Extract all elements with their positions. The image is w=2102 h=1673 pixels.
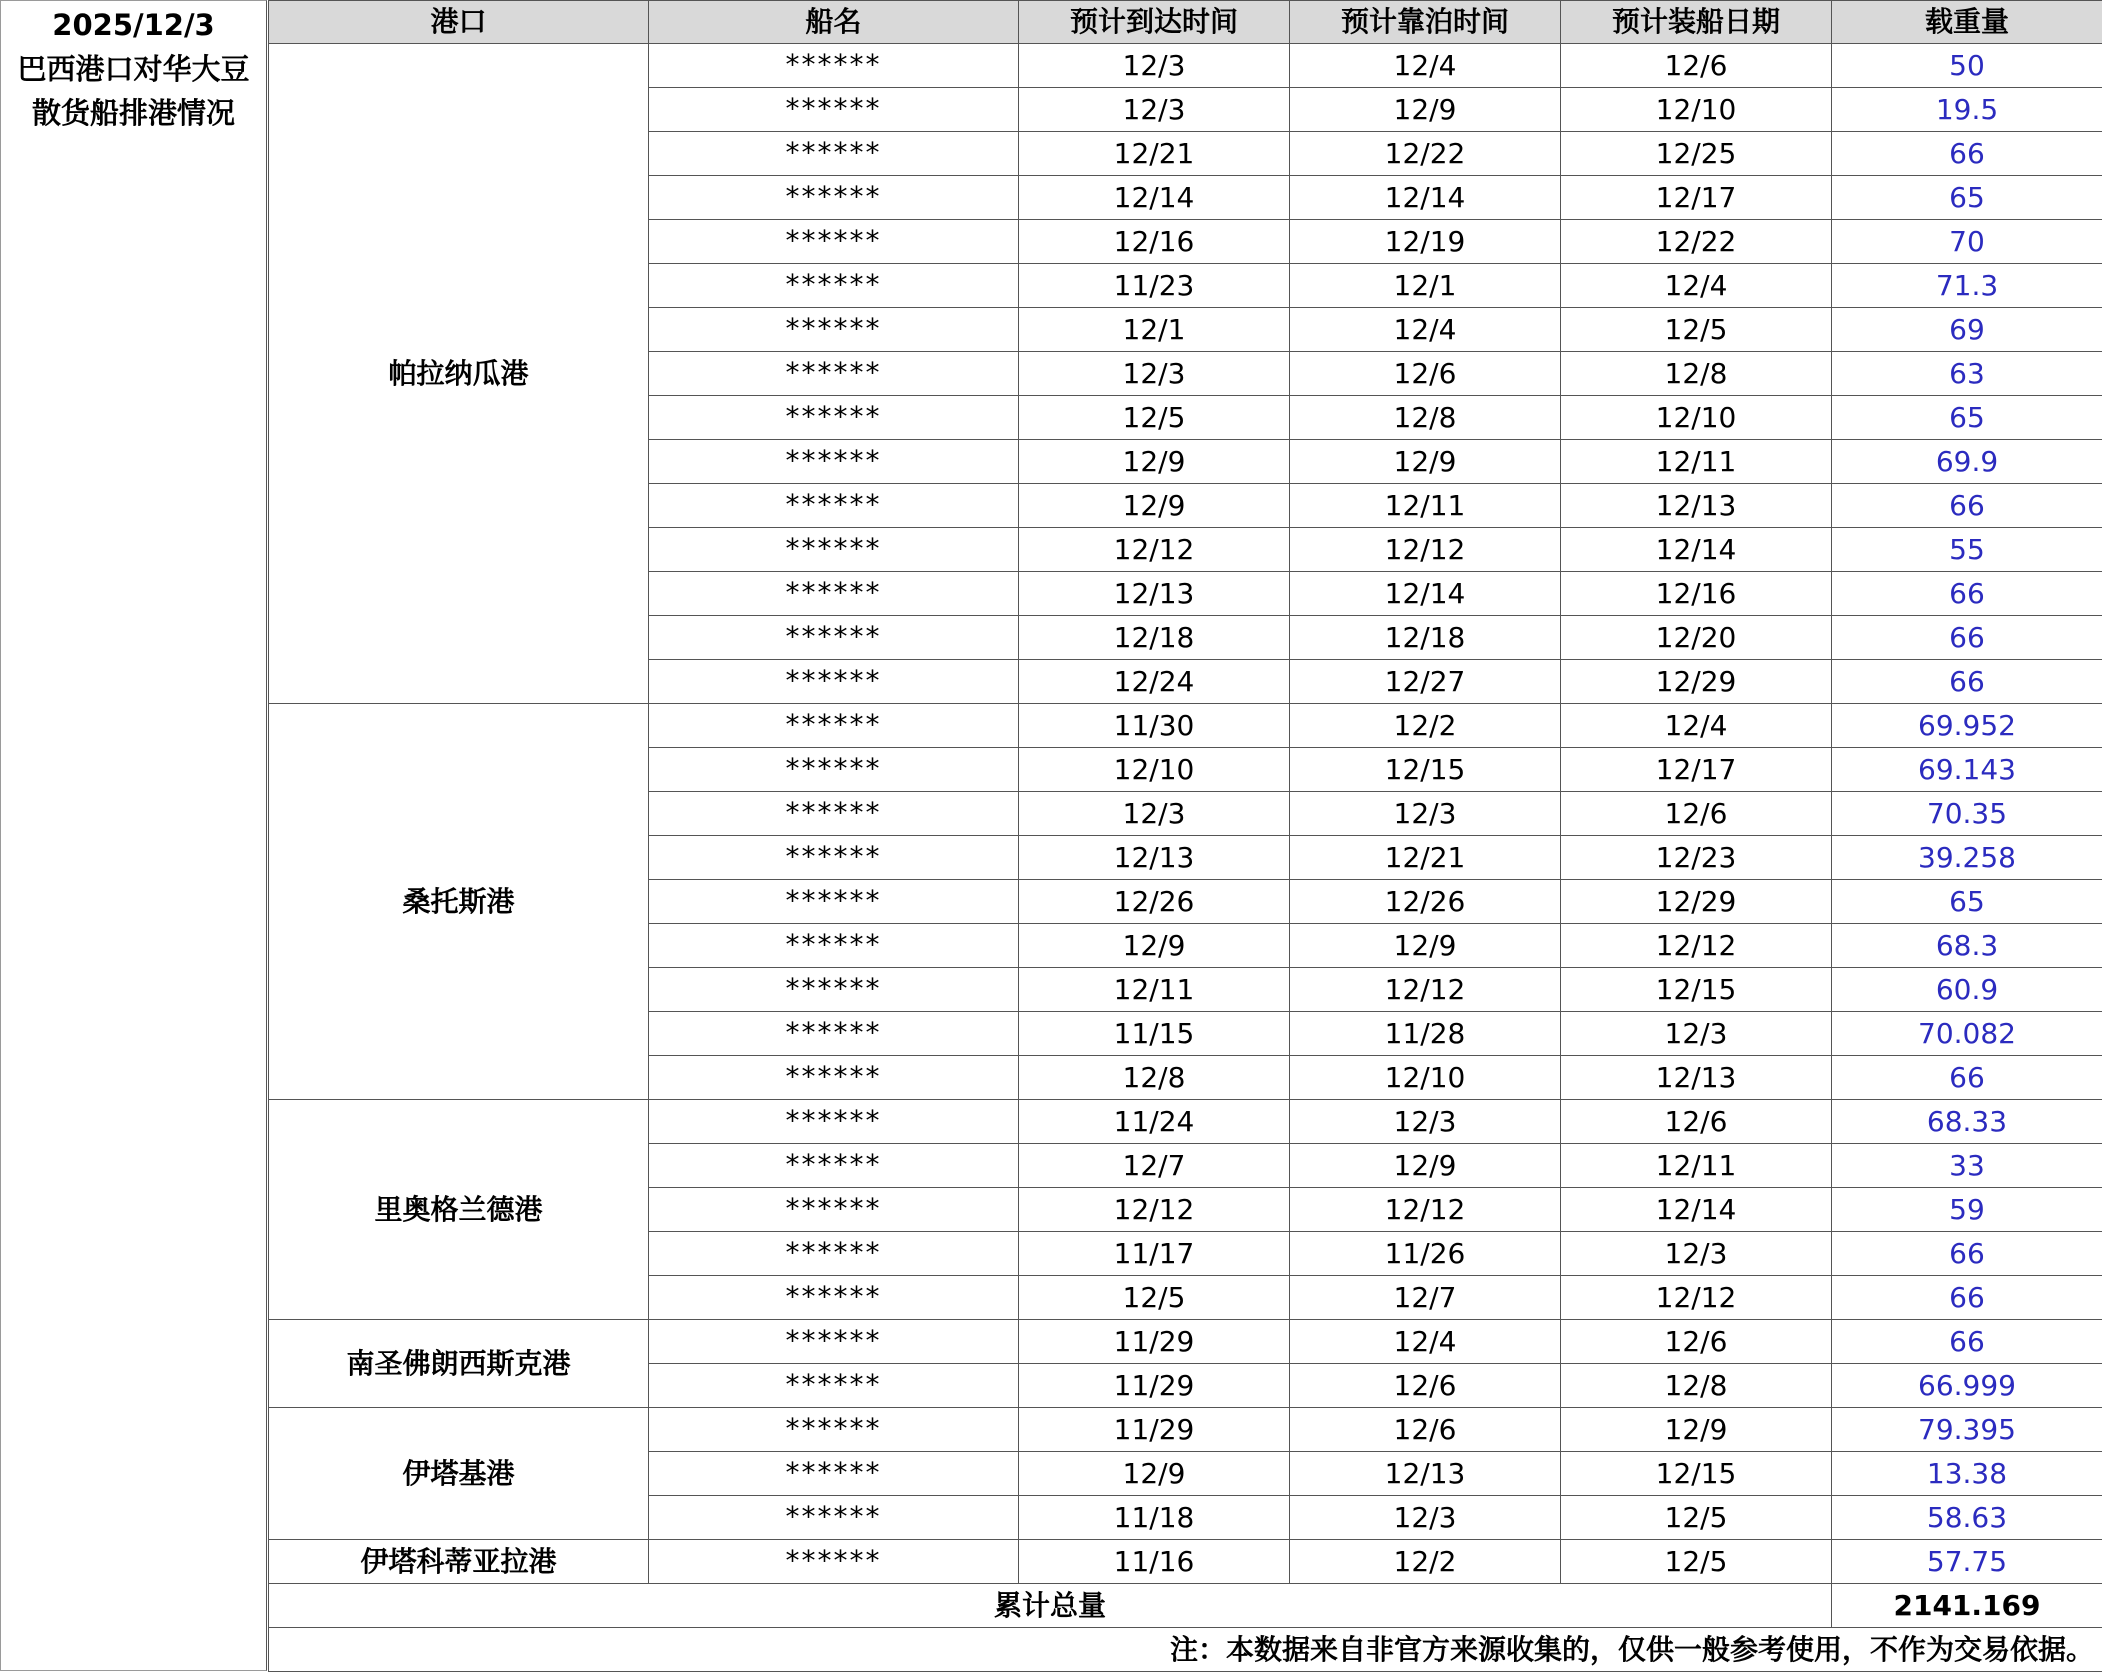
eta-cell[interactable]: 12/5 <box>1019 1276 1290 1320</box>
eta-cell[interactable]: 12/3 <box>1019 88 1290 132</box>
etb-cell[interactable]: 12/12 <box>1290 528 1561 572</box>
port-name-cell[interactable]: 伊塔基港 <box>269 1408 649 1540</box>
ship-name-masked: ****** <box>785 972 882 1005</box>
ship-name-cell[interactable] <box>649 1188 1019 1232</box>
note-row <box>269 1628 2102 1672</box>
etb-cell[interactable]: 12/3 <box>1290 1496 1561 1540</box>
load-date-cell[interactable]: 12/10 <box>1561 396 1832 440</box>
header-load-date[interactable]: 预计装船日期 <box>1561 1 1832 44</box>
tonnage-cell[interactable]: 65 <box>1832 176 2102 220</box>
eta-cell[interactable]: 12/12 <box>1019 1188 1290 1232</box>
port-name-cell[interactable]: 里奥格兰德港 <box>269 1100 649 1320</box>
etb-cell[interactable]: 12/14 <box>1290 572 1561 616</box>
tonnage-cell[interactable]: 71.3 <box>1832 264 2102 308</box>
port-name-cell[interactable]: 南圣佛朗西斯克港 <box>269 1320 649 1408</box>
ship-name-cell[interactable] <box>649 264 1019 308</box>
load-date-cell[interactable]: 12/20 <box>1561 616 1832 660</box>
load-date-cell[interactable]: 12/5 <box>1561 308 1832 352</box>
etb-cell[interactable]: 12/7 <box>1290 1276 1561 1320</box>
etb-cell[interactable]: 12/12 <box>1290 1188 1561 1232</box>
tonnage-cell[interactable]: 70 <box>1832 220 2102 264</box>
ship-name-masked: ****** <box>785 136 882 169</box>
etb-cell[interactable]: 12/3 <box>1290 1100 1561 1144</box>
header-etb[interactable]: 预计靠泊时间 <box>1290 1 1561 44</box>
eta-cell[interactable]: 11/17 <box>1019 1232 1290 1276</box>
etb-cell[interactable]: 12/6 <box>1290 1408 1561 1452</box>
ship-name-masked: ****** <box>785 752 882 785</box>
eta-cell[interactable]: 11/16 <box>1019 1540 1290 1584</box>
etb-cell[interactable]: 12/9 <box>1290 440 1561 484</box>
ship-name-masked: ****** <box>785 1236 882 1269</box>
port-name-cell[interactable]: 桑托斯港 <box>269 704 649 1100</box>
etb-cell[interactable]: 12/8 <box>1290 396 1561 440</box>
ship-name-cell[interactable] <box>649 440 1019 484</box>
tonnage-cell[interactable]: 70.35 <box>1832 792 2102 836</box>
load-date-cell[interactable]: 12/15 <box>1561 968 1832 1012</box>
eta-cell[interactable]: 12/3 <box>1019 352 1290 396</box>
load-date-cell[interactable]: 12/9 <box>1561 1408 1832 1452</box>
load-date-cell[interactable]: 12/3 <box>1561 1232 1832 1276</box>
ship-name-cell[interactable] <box>649 1100 1019 1144</box>
load-date-cell[interactable]: 12/29 <box>1561 660 1832 704</box>
tonnage-cell[interactable]: 57.75 <box>1832 1540 2102 1584</box>
eta-cell[interactable]: 12/9 <box>1019 484 1290 528</box>
load-date-cell[interactable]: 12/25 <box>1561 132 1832 176</box>
tonnage-cell[interactable]: 58.63 <box>1832 1496 2102 1540</box>
eta-cell[interactable]: 12/24 <box>1019 660 1290 704</box>
etb-cell[interactable]: 12/9 <box>1290 88 1561 132</box>
eta-cell[interactable]: 12/26 <box>1019 880 1290 924</box>
tonnage-cell[interactable]: 60.9 <box>1832 968 2102 1012</box>
etb-cell[interactable]: 12/1 <box>1290 264 1561 308</box>
eta-cell[interactable]: 12/5 <box>1019 396 1290 440</box>
ship-name-cell[interactable] <box>649 220 1019 264</box>
eta-cell[interactable]: 12/11 <box>1019 968 1290 1012</box>
etb-cell[interactable]: 12/15 <box>1290 748 1561 792</box>
eta-cell[interactable]: 11/29 <box>1019 1364 1290 1408</box>
load-date-cell[interactable]: 12/4 <box>1561 264 1832 308</box>
ship-name-masked: ****** <box>785 1412 882 1445</box>
ship-name-cell[interactable] <box>649 880 1019 924</box>
ship-name-cell[interactable] <box>649 1408 1019 1452</box>
load-date-cell[interactable]: 12/14 <box>1561 528 1832 572</box>
eta-cell[interactable]: 12/7 <box>1019 1144 1290 1188</box>
ship-name-masked: ****** <box>785 92 882 125</box>
load-date-cell[interactable]: 12/13 <box>1561 1056 1832 1100</box>
etb-cell[interactable]: 12/13 <box>1290 1452 1561 1496</box>
tonnage-cell[interactable]: 50 <box>1832 44 2102 88</box>
etb-cell[interactable]: 12/4 <box>1290 308 1561 352</box>
tonnage-cell[interactable]: 69.143 <box>1832 748 2102 792</box>
etb-cell[interactable]: 12/21 <box>1290 836 1561 880</box>
ship-name-cell[interactable] <box>649 528 1019 572</box>
load-date-cell[interactable]: 12/16 <box>1561 572 1832 616</box>
ship-name-cell[interactable] <box>649 176 1019 220</box>
ship-name-cell[interactable] <box>649 1056 1019 1100</box>
table-row <box>269 1540 2102 1584</box>
load-date-cell[interactable]: 12/4 <box>1561 704 1832 748</box>
eta-cell[interactable]: 11/18 <box>1019 1496 1290 1540</box>
etb-cell[interactable]: 12/22 <box>1290 132 1561 176</box>
load-date-cell[interactable]: 12/13 <box>1561 484 1832 528</box>
load-date-cell[interactable]: 12/10 <box>1561 88 1832 132</box>
etb-cell[interactable]: 12/2 <box>1290 1540 1561 1584</box>
port-name-cell[interactable]: 伊塔科蒂亚拉港 <box>269 1540 649 1584</box>
ship-name-masked: ****** <box>785 532 882 565</box>
tonnage-cell[interactable]: 68.3 <box>1832 924 2102 968</box>
etb-cell[interactable]: 12/27 <box>1290 660 1561 704</box>
ship-name-cell[interactable] <box>649 924 1019 968</box>
tonnage-cell[interactable]: 69.9 <box>1832 440 2102 484</box>
ship-name-masked: ****** <box>785 664 882 697</box>
etb-cell[interactable]: 12/26 <box>1290 880 1561 924</box>
tonnage-cell[interactable]: 39.258 <box>1832 836 2102 880</box>
etb-cell[interactable]: 11/26 <box>1290 1232 1561 1276</box>
ship-name-masked: ****** <box>785 488 882 521</box>
tonnage-cell[interactable]: 55 <box>1832 528 2102 572</box>
ship-name-masked: ****** <box>785 1500 882 1533</box>
load-date-cell[interactable]: 12/6 <box>1561 44 1832 88</box>
eta-cell[interactable]: 12/12 <box>1019 528 1290 572</box>
ship-name-cell[interactable] <box>649 836 1019 880</box>
tonnage-cell[interactable]: 66 <box>1832 1320 2102 1364</box>
etb-cell[interactable]: 12/9 <box>1290 1144 1561 1188</box>
eta-cell[interactable]: 11/29 <box>1019 1320 1290 1364</box>
eta-cell[interactable]: 11/30 <box>1019 704 1290 748</box>
ship-name-masked: ****** <box>785 1544 882 1577</box>
eta-cell[interactable]: 12/9 <box>1019 1452 1290 1496</box>
ship-name-cell[interactable] <box>649 44 1019 88</box>
load-date-cell[interactable]: 12/6 <box>1561 1100 1832 1144</box>
load-date-cell[interactable]: 12/14 <box>1561 1188 1832 1232</box>
table-row <box>269 1320 2102 1364</box>
ship-name-masked: ****** <box>785 708 882 741</box>
tonnage-cell[interactable]: 66 <box>1832 484 2102 528</box>
eta-cell[interactable]: 11/23 <box>1019 264 1290 308</box>
eta-cell[interactable]: 12/3 <box>1019 44 1290 88</box>
ship-name-cell[interactable] <box>649 484 1019 528</box>
etb-cell[interactable]: 12/19 <box>1290 220 1561 264</box>
ship-name-cell[interactable] <box>649 308 1019 352</box>
ship-name-cell[interactable] <box>649 1364 1019 1408</box>
ship-name-masked: ****** <box>785 444 882 477</box>
ship-name-cell[interactable] <box>649 1144 1019 1188</box>
eta-cell[interactable]: 12/14 <box>1019 176 1290 220</box>
tonnage-cell[interactable]: 66 <box>1832 1276 2102 1320</box>
eta-cell[interactable]: 11/24 <box>1019 1100 1290 1144</box>
tonnage-cell[interactable]: 66 <box>1832 1056 2102 1100</box>
load-date-cell[interactable]: 12/3 <box>1561 1012 1832 1056</box>
ship-name-masked: ****** <box>785 1368 882 1401</box>
header-port[interactable]: 港口 <box>269 1 649 44</box>
etb-cell[interactable]: 12/4 <box>1290 44 1561 88</box>
load-date-cell[interactable]: 12/5 <box>1561 1496 1832 1540</box>
tonnage-cell[interactable]: 79.395 <box>1832 1408 2102 1452</box>
ship-name-masked: ****** <box>785 1104 882 1137</box>
ship-name-cell[interactable] <box>649 704 1019 748</box>
ship-name-masked: ****** <box>785 400 882 433</box>
load-date-cell[interactable]: 12/5 <box>1561 1540 1832 1584</box>
ship-name-cell[interactable] <box>649 616 1019 660</box>
ship-name-masked: ****** <box>785 48 882 81</box>
load-date-cell[interactable]: 12/11 <box>1561 1144 1832 1188</box>
eta-cell[interactable]: 12/18 <box>1019 616 1290 660</box>
etb-cell[interactable]: 11/28 <box>1290 1012 1561 1056</box>
eta-cell[interactable]: 12/8 <box>1019 1056 1290 1100</box>
tonnage-cell[interactable]: 66 <box>1832 1232 2102 1276</box>
tonnage-cell[interactable]: 19.5 <box>1832 88 2102 132</box>
port-name-cell[interactable]: 帕拉纳瓜港 <box>269 44 649 704</box>
ship-name-cell[interactable] <box>649 132 1019 176</box>
eta-cell[interactable]: 11/29 <box>1019 1408 1290 1452</box>
ship-name-cell[interactable] <box>649 748 1019 792</box>
ship-name-cell[interactable] <box>649 1496 1019 1540</box>
ship-name-masked: ****** <box>785 1280 882 1313</box>
ship-name-masked: ****** <box>785 928 882 961</box>
eta-cell[interactable]: 12/10 <box>1019 748 1290 792</box>
table-row <box>269 44 2102 88</box>
ship-name-masked: ****** <box>785 224 882 257</box>
eta-cell[interactable]: 12/13 <box>1019 572 1290 616</box>
etb-cell[interactable]: 12/14 <box>1290 176 1561 220</box>
load-date-cell[interactable]: 12/8 <box>1561 352 1832 396</box>
eta-cell[interactable]: 12/9 <box>1019 924 1290 968</box>
etb-cell[interactable]: 12/12 <box>1290 968 1561 1012</box>
report-date: 2025/12/3 <box>52 8 215 42</box>
load-date-cell[interactable]: 12/29 <box>1561 880 1832 924</box>
ship-name-masked: ****** <box>785 1148 882 1181</box>
ship-name-cell[interactable] <box>649 660 1019 704</box>
load-date-cell[interactable]: 12/12 <box>1561 1276 1832 1320</box>
load-date-cell[interactable]: 12/6 <box>1561 792 1832 836</box>
ship-name-cell[interactable] <box>649 396 1019 440</box>
header-row <box>269 1 2102 44</box>
ship-name-masked: ****** <box>785 840 882 873</box>
etb-cell[interactable]: 12/4 <box>1290 1320 1561 1364</box>
tonnage-cell[interactable]: 65 <box>1832 880 2102 924</box>
ship-name-cell[interactable] <box>649 792 1019 836</box>
etb-cell[interactable]: 12/9 <box>1290 924 1561 968</box>
eta-cell[interactable]: 11/15 <box>1019 1012 1290 1056</box>
eta-cell[interactable]: 12/1 <box>1019 308 1290 352</box>
total-label-cell[interactable]: 累计总量 <box>269 1584 1832 1628</box>
ship-name-cell[interactable] <box>649 572 1019 616</box>
table-row <box>269 704 2102 748</box>
ship-name-masked: ****** <box>785 1456 882 1489</box>
load-date-cell[interactable]: 12/17 <box>1561 176 1832 220</box>
ship-name-masked: ****** <box>785 268 882 301</box>
ship-name-cell[interactable] <box>649 352 1019 396</box>
ship-name-masked: ****** <box>785 180 882 213</box>
etb-cell[interactable]: 12/11 <box>1290 484 1561 528</box>
header-tonnage[interactable]: 载重量 <box>1832 1 2102 44</box>
tonnage-cell[interactable]: 63 <box>1832 352 2102 396</box>
tonnage-cell[interactable]: 69 <box>1832 308 2102 352</box>
table-body <box>269 1 2102 1672</box>
tonnage-cell[interactable]: 13.38 <box>1832 1452 2102 1496</box>
tonnage-cell[interactable]: 33 <box>1832 1144 2102 1188</box>
tonnage-cell[interactable]: 66 <box>1832 572 2102 616</box>
ship-name-cell[interactable] <box>649 88 1019 132</box>
eta-cell[interactable]: 12/13 <box>1019 836 1290 880</box>
load-date-cell[interactable]: 12/17 <box>1561 748 1832 792</box>
ship-name-cell[interactable] <box>649 1232 1019 1276</box>
tonnage-cell[interactable]: 69.952 <box>1832 704 2102 748</box>
header-eta[interactable]: 预计到达时间 <box>1019 1 1290 44</box>
ship-name-masked: ****** <box>785 1192 882 1225</box>
load-date-cell[interactable]: 12/11 <box>1561 440 1832 484</box>
ship-name-masked: ****** <box>785 796 882 829</box>
tonnage-cell[interactable]: 59 <box>1832 1188 2102 1232</box>
etb-cell[interactable]: 12/10 <box>1290 1056 1561 1100</box>
eta-cell[interactable]: 12/9 <box>1019 440 1290 484</box>
tonnage-cell[interactable]: 66 <box>1832 616 2102 660</box>
ship-name-cell[interactable] <box>649 1452 1019 1496</box>
ship-name-masked: ****** <box>785 884 882 917</box>
vessel-lineup-table <box>268 0 2102 1672</box>
ship-name-masked: ****** <box>785 312 882 345</box>
table-row <box>269 1408 2102 1452</box>
ship-name-masked: ****** <box>785 620 882 653</box>
sheet-title-panel <box>0 0 267 1671</box>
ship-name-masked: ****** <box>785 356 882 389</box>
header-ship-name[interactable]: 船名 <box>649 1 1019 44</box>
load-date-cell[interactable]: 12/12 <box>1561 924 1832 968</box>
total-row <box>269 1584 2102 1628</box>
tonnage-cell[interactable]: 65 <box>1832 396 2102 440</box>
load-date-cell[interactable]: 12/23 <box>1561 836 1832 880</box>
ship-name-cell[interactable] <box>649 1012 1019 1056</box>
load-date-cell[interactable]: 12/8 <box>1561 1364 1832 1408</box>
total-value-cell[interactable]: 2141.169 <box>1832 1584 2102 1628</box>
etb-cell[interactable]: 12/6 <box>1290 1364 1561 1408</box>
ship-name-masked: ****** <box>785 576 882 609</box>
load-date-cell[interactable]: 12/6 <box>1561 1320 1832 1364</box>
tonnage-cell[interactable]: 70.082 <box>1832 1012 2102 1056</box>
eta-cell[interactable]: 12/16 <box>1019 220 1290 264</box>
eta-cell[interactable]: 12/3 <box>1019 792 1290 836</box>
eta-cell[interactable]: 12/21 <box>1019 132 1290 176</box>
ship-name-masked: ****** <box>785 1016 882 1049</box>
disclaimer-note[interactable]: 注：本数据来自非官方来源收集的，仅供一般参考使用，不作为交易依据。 <box>269 1628 2102 1672</box>
tonnage-cell[interactable]: 68.33 <box>1832 1100 2102 1144</box>
ship-name-cell[interactable] <box>649 1320 1019 1364</box>
report-title-line1: 巴西港口对华大豆 <box>17 52 250 86</box>
ship-name-cell[interactable] <box>649 968 1019 1012</box>
load-date-cell[interactable]: 12/15 <box>1561 1452 1832 1496</box>
etb-cell[interactable]: 12/2 <box>1290 704 1561 748</box>
report-title-line2: 散货船排港情况 <box>31 96 235 130</box>
etb-cell[interactable]: 12/18 <box>1290 616 1561 660</box>
ship-name-cell[interactable] <box>649 1540 1019 1584</box>
tonnage-cell[interactable]: 66 <box>1832 660 2102 704</box>
tonnage-cell[interactable]: 66 <box>1832 132 2102 176</box>
load-date-cell[interactable]: 12/22 <box>1561 220 1832 264</box>
etb-cell[interactable]: 12/3 <box>1290 792 1561 836</box>
ship-name-masked: ****** <box>785 1324 882 1357</box>
ship-name-masked: ****** <box>785 1060 882 1093</box>
ship-name-cell[interactable] <box>649 1276 1019 1320</box>
etb-cell[interactable]: 12/6 <box>1290 352 1561 396</box>
tonnage-cell[interactable]: 66.999 <box>1832 1364 2102 1408</box>
table-row <box>269 1100 2102 1144</box>
